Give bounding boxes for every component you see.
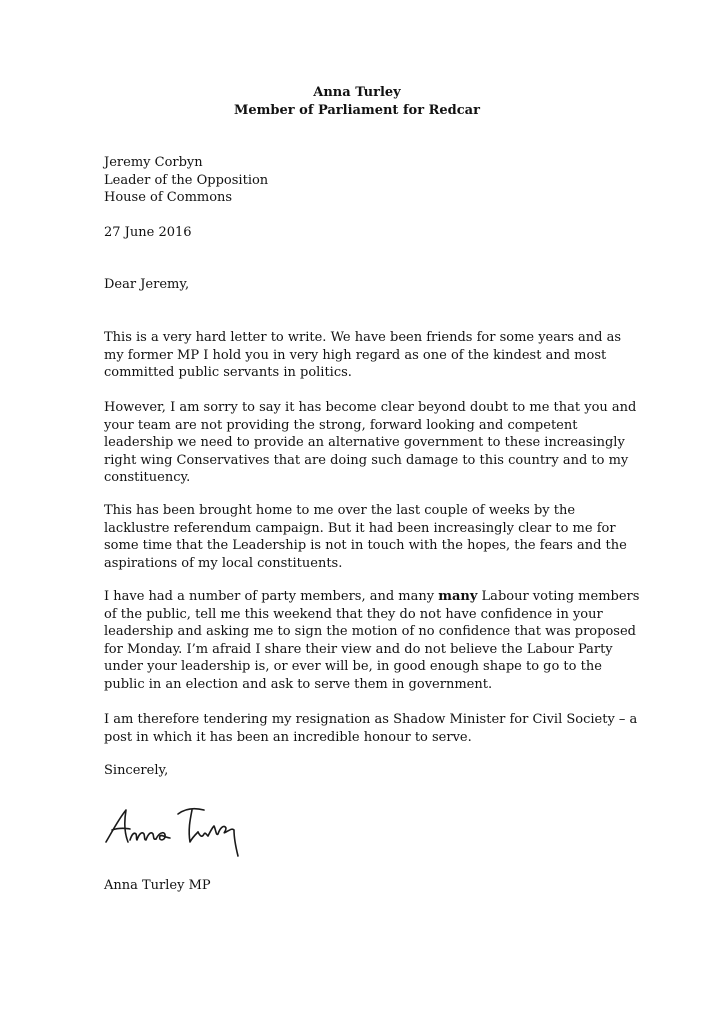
paragraph-line: your team are not providing the strong, forward looking and competent	[104, 417, 578, 433]
paragraph-line: some time that the Leadership is not in touch with the hopes, the fears and the	[104, 538, 627, 553]
paragraph-line: This is a very hard letter to write. We have been friends for some years and as	[104, 330, 622, 345]
paragraph-line: This has been brought home to me over the last couple of weeks by the	[104, 503, 576, 518]
paragraph-4	[104, 588, 640, 693]
paragraph-line: public in an election and ask to serve them in government.	[104, 676, 493, 692]
salutation: Dear Jeremy,	[104, 277, 190, 292]
recipient-location: House of Commons	[104, 190, 233, 205]
paragraph-5	[104, 711, 638, 746]
recipient-name: Jeremy Corbyn	[104, 155, 203, 170]
paragraph-line: right wing Conservatives that are doing such damage to this country and to my	[104, 452, 629, 468]
paragraph-line: my former MP I hold you in very high regard as one of the kindest and most	[104, 347, 607, 363]
paragraph-text: Labour voting members	[477, 589, 640, 604]
paragraph-2	[104, 399, 637, 487]
paragraph-line: for Monday. I’m afraid I share their view and do not believe the Labour Party	[104, 641, 613, 657]
closing: Sincerely,	[104, 763, 169, 778]
recipient-address	[104, 154, 624, 207]
paragraph-1	[104, 329, 624, 382]
handwritten-signature	[100, 798, 250, 860]
emphasis-text: many	[438, 589, 478, 604]
sender-name: Anna Turley	[313, 85, 401, 100]
sender-role: Member of Parliament for Redcar	[234, 103, 480, 118]
paragraph-line: committed public servants in politics.	[104, 365, 352, 380]
letter-date: 27 June 2016	[104, 225, 192, 240]
paragraph-line: under your leadership is, or ever will be, in good enough shape to go to the	[104, 659, 602, 674]
paragraph-line: constituency.	[104, 470, 191, 485]
letterhead	[0, 84, 714, 120]
paragraph-line: post in which it has been an incredible honour to serve.	[104, 729, 472, 745]
recipient-title: Leader of the Opposition	[104, 172, 269, 188]
paragraph-line: I am therefore tendering my resignation as Shadow Minister for Civil Society – a	[104, 712, 638, 727]
paragraph-line: of the public, tell me this weekend that they do not have confidence in your	[104, 606, 603, 622]
paragraph-line: lacklustre referendum campaign. But it had been increasingly clear to me for	[104, 520, 616, 536]
paragraph-text: I have had a number of party members, and many	[104, 589, 439, 604]
paragraph-line: leadership and asking me to sign the motion of no confidence that was proposed	[104, 624, 636, 639]
paragraph-line: However, I am sorry to say it has become clear beyond doubt to me that you and	[104, 400, 637, 415]
signoff-name: Anna Turley MP	[104, 878, 211, 893]
paragraph-line	[104, 588, 640, 606]
paragraph-line: leadership we need to provide an alternative government to these increasingly	[104, 435, 625, 450]
paragraph-3	[104, 502, 627, 572]
paragraph-line: aspirations of my local constituents.	[104, 555, 343, 571]
